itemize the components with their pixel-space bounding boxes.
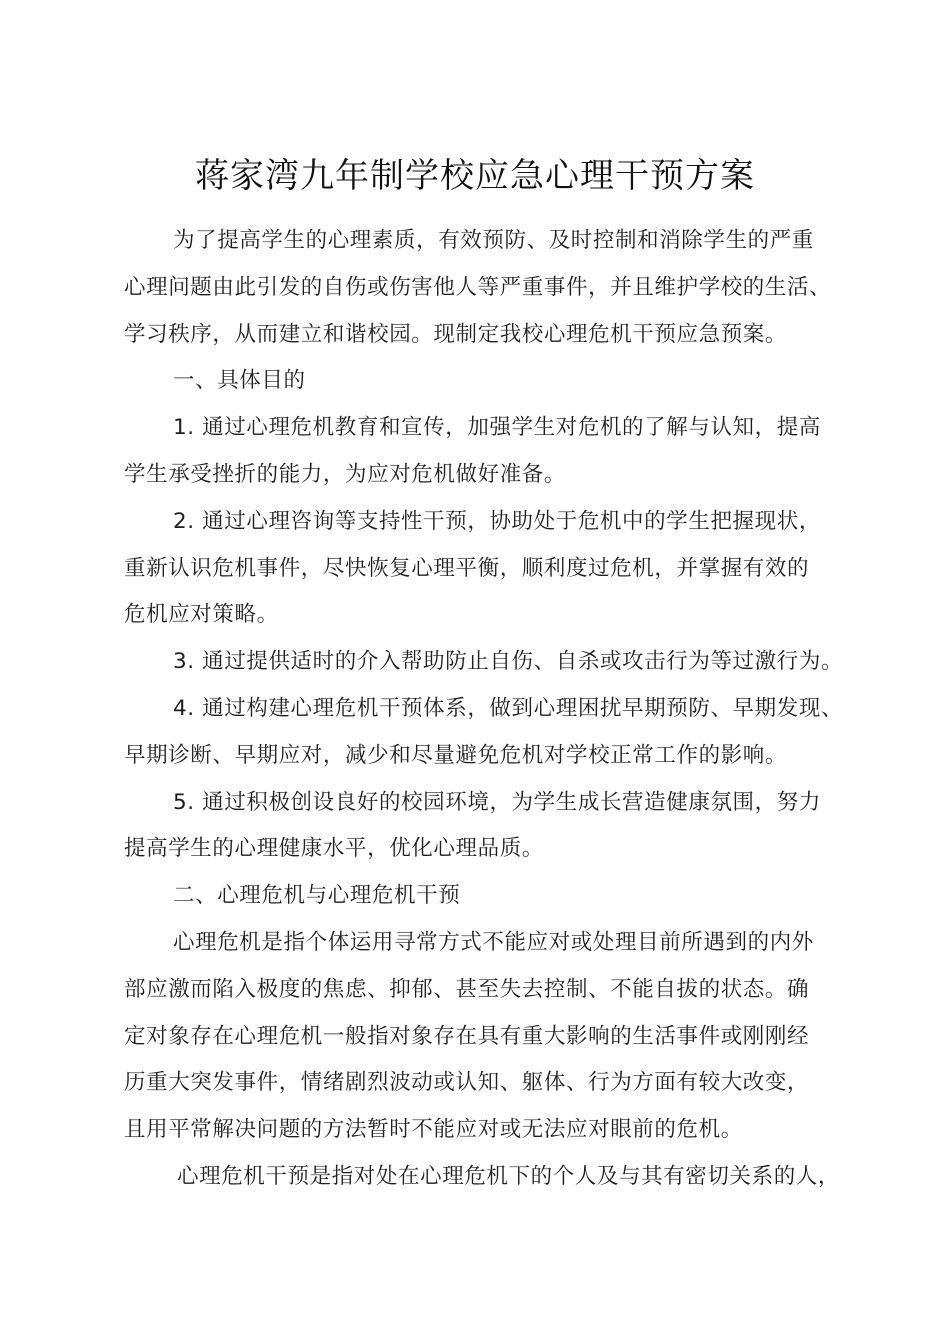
paragraph-line: 历重大突发事件，情绪剧烈波动或认知、躯体、行为方面有较大改变， — [124, 1070, 810, 1096]
paragraph-line: 学习秩序，从而建立和谐校园。现制定我校心理危机干预应急预案。 — [124, 321, 788, 347]
list-item-line: 3. 通过提供适时的介入帮助防止自伤、自杀或攻击行为等过激行为。 — [173, 649, 844, 675]
list-item-line: 4. 通过构建心理危机干预体系，做到心理困扰早期预防、早期发现、 — [173, 695, 844, 721]
paragraph-line: 部应激而陷入极度的焦虑、抑郁、甚至失去控制、不能自拔的状态。确 — [124, 976, 810, 1002]
list-item-line: 重新认识危机事件，尽快恢复心理平衡，顺利度过危机，并掌握有效的 — [124, 555, 810, 581]
list-item-line: 提高学生的心理健康水平，优化心理品质。 — [124, 836, 544, 862]
list-item-line: 学生承受挫折的能力，为应对危机做好准备。 — [124, 461, 567, 487]
section-heading: 二、心理危机与心理危机干预 — [173, 883, 461, 909]
list-item-line: 2. 通过心理咨询等支持性干预，协助处于危机中的学生把握现状， — [173, 508, 821, 534]
paragraph-line: 定对象存在心理危机一般指对象存在具有重大影响的生活事件或刚刚经 — [124, 1023, 810, 1049]
paragraph-line: 心理危机干预是指对处在心理危机下的个人及与其有密切关系的人， — [177, 1163, 841, 1189]
paragraph-line: 心理问题由此引发的自伤或伤害他人等严重事件，并且维护学校的生活、 — [124, 274, 832, 300]
list-item-line: 5. 通过积极创设良好的校园环境，为学生成长营造健康氛围，努力 — [173, 789, 821, 815]
paragraph-line: 且用平常解决问题的方法暂时不能应对或无法应对眼前的危机。 — [124, 1117, 743, 1143]
list-item-line: 早期诊断、早期应对，减少和尽量避免危机对学校正常工作的影响。 — [124, 742, 788, 768]
list-item-line: 1. 通过心理危机教育和宣传，加强学生对危机的了解与认知，提高 — [173, 415, 821, 441]
section-heading: 一、具体目的 — [173, 368, 306, 394]
document-title: 蒋家湾九年制学校应急心理干预方案 — [195, 156, 755, 196]
paragraph-line: 心理危机是指个体运用寻常方式不能应对或处理目前所遇到的内外 — [173, 929, 814, 955]
paragraph-line: 为了提高学生的心理素质，有效预防、及时控制和消除学生的严重 — [173, 228, 814, 253]
list-item-line: 危机应对策略。 — [124, 602, 279, 628]
document-body — [124, 218, 864, 1201]
